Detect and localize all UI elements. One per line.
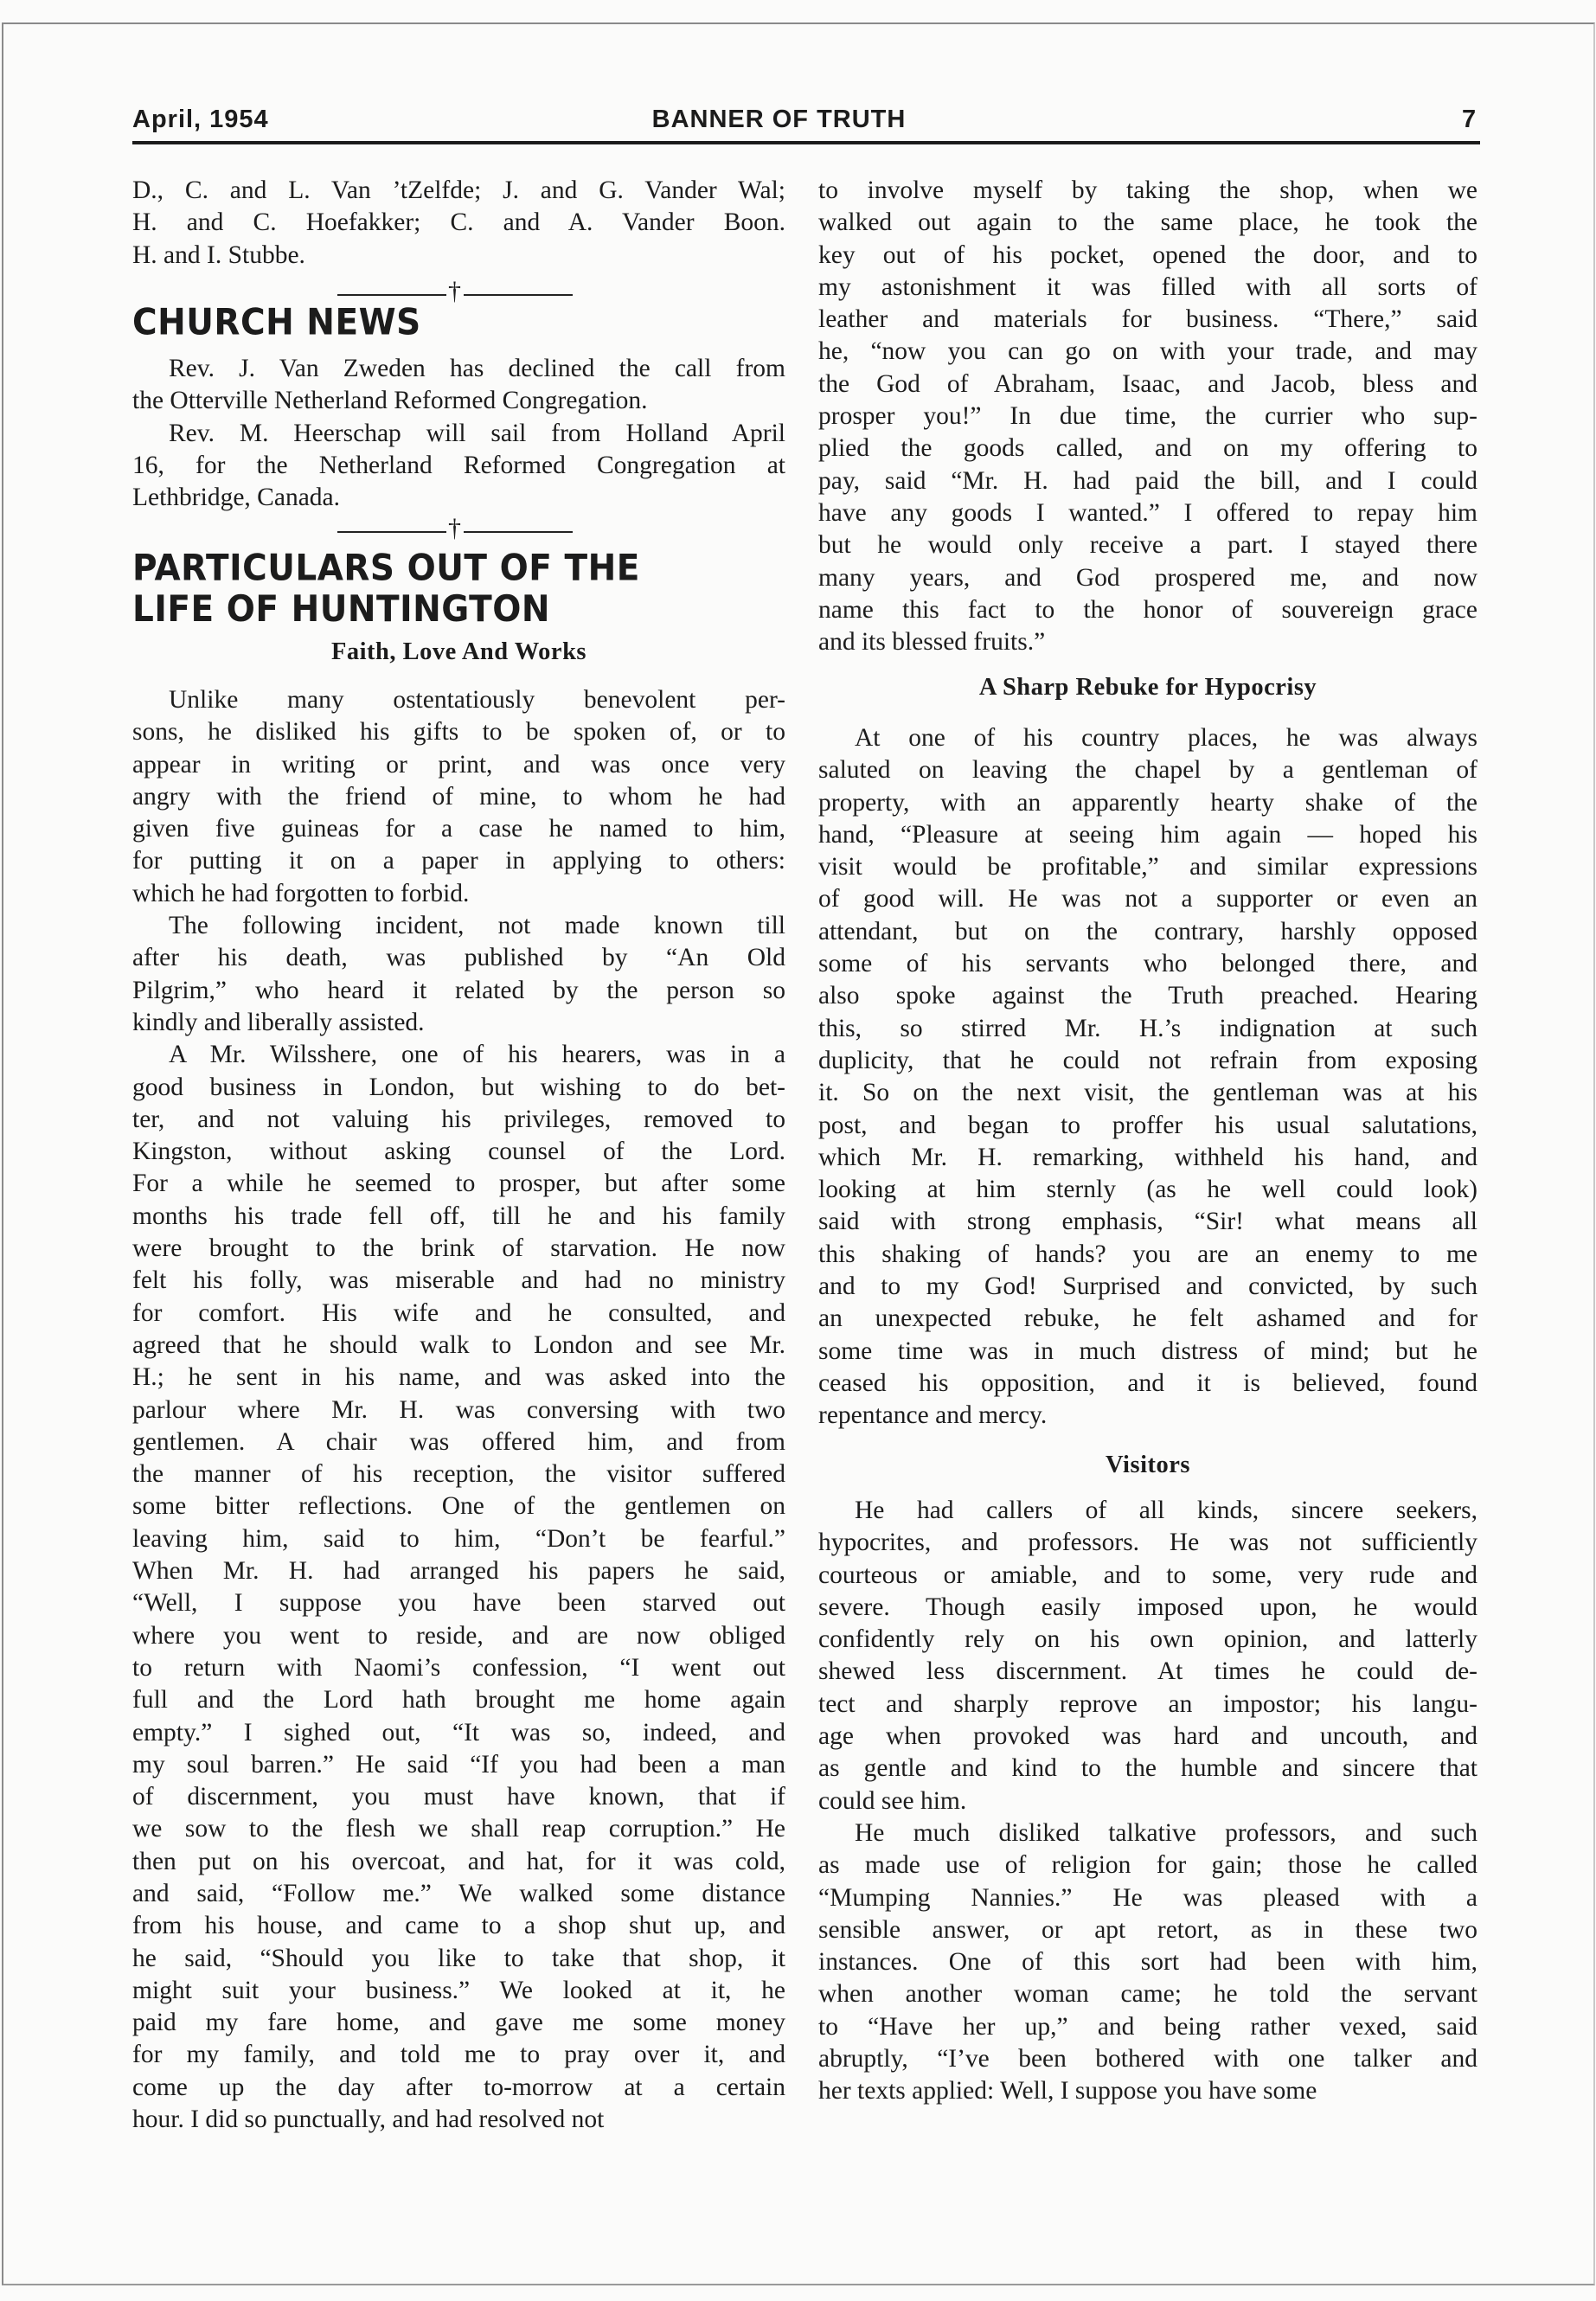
text-line: we sow to the flesh we shall reap corruption.” He xyxy=(132,1815,785,1843)
text-line: The following incident, not made known till xyxy=(169,912,785,940)
text-line: shewed less discernment. At times he could de- xyxy=(818,1657,1477,1686)
text-line: key out of his pocket, opened the door, and to xyxy=(818,240,1477,269)
names-list xyxy=(132,175,785,272)
text-line: ter, and not valuing his privileges, removed to xyxy=(132,1105,785,1133)
text-line: prosper you!” In due time, the currier who sup- xyxy=(818,402,1477,431)
paragraph xyxy=(818,1495,1477,1817)
text-line: come up the day after to-morrow at a certain xyxy=(132,2073,785,2101)
text-line: the Otterville Netherland Reformed Congregation. xyxy=(132,387,648,415)
text-line: felt his folly, was miserable and had no ministry xyxy=(132,1266,785,1295)
text-line: name this fact to the honor of souvereign grace xyxy=(818,595,1477,624)
text-line: Rev. J. Van Zweden has declined the call from xyxy=(169,355,785,382)
text-line: At one of his country places, he was always xyxy=(855,724,1477,752)
text-line: severe. Though easily imposed upon, he would xyxy=(818,1593,1477,1621)
text-line: some time was in much distress of mind; but he xyxy=(818,1336,1477,1365)
text-line: and its blessed fruits.” xyxy=(818,628,1046,657)
text-line: Kingston, without asking counsel of the Lord. xyxy=(132,1138,785,1166)
text-line: this shaking of hands? you are an enemy to me xyxy=(818,1240,1477,1268)
text-line: agreed that he should walk to London and see Mr. xyxy=(132,1330,785,1359)
text-line: attendant, but on the contrary, harshly opposed xyxy=(818,917,1477,945)
text-line: for putting it on a paper in applying to others: xyxy=(132,847,785,875)
text-line: A Mr. Wilsshere, one of his hearers, was in a xyxy=(169,1041,785,1069)
paragraph xyxy=(132,684,785,910)
article-heading-line: PARTICULARS OUT OF THE xyxy=(132,547,640,590)
text-line: For a while he seemed to prosper, but after some xyxy=(132,1170,785,1198)
text-line: and said, “Follow me.” We walked some distance xyxy=(132,1879,785,1907)
page-number: 7 xyxy=(1462,106,1477,133)
visitors-body xyxy=(818,1495,1477,2108)
paragraph xyxy=(818,1817,1477,2108)
text-line: confidently rely on his own opinion, and latterly xyxy=(818,1625,1477,1654)
text-line: plied the goods called, and on my offering to xyxy=(818,434,1477,463)
text-line: leaving him, said to him, “Don’t be fearful.” xyxy=(132,1524,785,1553)
header-rule xyxy=(132,141,1480,144)
text-line: Unlike many ostentatiously benevolent per- xyxy=(169,686,785,714)
text-line: hypocrites, and professors. He was not sufficiently xyxy=(818,1529,1477,1557)
text-line: he said, “Should you like to take that shop, it xyxy=(132,1944,785,1972)
text-line: sons, he disliked his gifts to be spoken of, or to xyxy=(132,718,785,747)
text-line: months his trade fell off, till he and his family xyxy=(132,1202,785,1230)
text-line: some of his servants who belonged there, and xyxy=(818,950,1477,978)
rebuke-subheading: A Sharp Rebuke for Hypocrisy xyxy=(978,674,1317,701)
text-line: also spoke against the Truth preached. Hearing xyxy=(818,982,1477,1010)
text-line: were brought to the brink of starvation. He now xyxy=(132,1234,785,1263)
text-line: saluted on leaving the chapel by a gentleman of xyxy=(818,756,1477,785)
article-heading xyxy=(132,548,785,631)
text-line: when another woman came; he told the servant xyxy=(818,1980,1477,2009)
text-line: age when provoked was hard and uncouth, and xyxy=(818,1722,1477,1751)
text-line: When Mr. H. had arranged his papers he said, xyxy=(132,1557,785,1586)
text-line: “Well, I suppose you have been starved out xyxy=(132,1589,785,1618)
text-line: parlour where Mr. H. was conversing with two xyxy=(132,1395,785,1424)
text-line: of discernment, you must have known, that if xyxy=(132,1783,785,1811)
text-line: as gentle and kind to the humble and sincere that xyxy=(818,1754,1477,1783)
text-line: walked out again to the same place, he took the xyxy=(818,208,1477,237)
issue-date: April, 1954 xyxy=(132,106,269,133)
text-line: the manner of his reception, the visitor suffered xyxy=(132,1460,785,1489)
text-line: for my family, and told me to pray over it, and xyxy=(132,2041,785,2069)
paragraph xyxy=(818,175,1477,658)
text-line: an unexpected rebuke, he felt ashamed and for xyxy=(818,1304,1477,1333)
text-line: instances. One of this sort had been with him, xyxy=(818,1948,1477,1977)
text-line: empty.” I sighed out, “It was so, indeed, and xyxy=(132,1718,785,1747)
text-line: “Mumping Nannies.” He was pleased with a xyxy=(818,1883,1477,1912)
text-line: He had callers of all kinds, sincere seekers, xyxy=(855,1497,1477,1524)
text-line: visit would be profitable,” and similar expressions xyxy=(818,853,1477,881)
paragraph xyxy=(132,175,785,272)
church-news-heading: CHURCH NEWS xyxy=(132,301,421,344)
text-line: to involve myself by taking the shop, when we xyxy=(818,176,1477,204)
text-line: might suit your business.” We looked at it, he xyxy=(132,1976,785,2004)
text-line: to “Have her up,” and being rather vexed, said xyxy=(818,2012,1477,2041)
paragraph xyxy=(132,418,785,515)
publication-title: BANNER OF TRUTH xyxy=(651,106,907,133)
text-line: angry with the friend of mine, to whom he had xyxy=(132,782,785,811)
section-divider xyxy=(337,514,580,545)
text-line: abruptly, “I’ve been bothered with one talker and xyxy=(818,2045,1477,2073)
text-line: gentlemen. A chair was offered him, and from xyxy=(132,1427,785,1456)
text-line: Pilgrim,” who heard it related by the person so xyxy=(132,976,785,1004)
text-line: it. So on the next visit, the gentleman was at his xyxy=(818,1079,1477,1107)
text-line: leather and materials for business. “There,” said xyxy=(818,305,1477,334)
paragraph xyxy=(132,1039,785,2136)
text-line: D., C. and L. Van ’tZelfde; J. and G. Vander Wal; xyxy=(132,176,785,204)
paragraph xyxy=(132,910,785,1039)
text-line: He much disliked talkative professors, and such xyxy=(855,1818,1477,1847)
text-line: but he would only receive a part. I stayed there xyxy=(818,531,1477,560)
text-line: which Mr. H. remarking, withheld his hand, and xyxy=(818,1143,1477,1171)
text-line: Lethbridge, Canada. xyxy=(132,484,341,512)
text-line: kindly and liberally assisted. xyxy=(132,1008,425,1036)
text-line: the God of Abraham, Isaac, and Jacob, bless and xyxy=(818,369,1477,398)
text-line: repentance and mercy. xyxy=(818,1401,1048,1430)
text-line: which he had forgotten to forbid. xyxy=(132,879,470,907)
text-line: courteous or amiable, and to some, very rude and xyxy=(818,1561,1477,1589)
text-line: H. and C. Hoefakker; C. and A. Vander Boon. xyxy=(132,208,785,237)
text-line: where you went to reside, and are now obliged xyxy=(132,1621,785,1650)
visitors-subheading: Visitors xyxy=(1106,1452,1190,1478)
text-line: could see him. xyxy=(818,1786,967,1815)
text-line: hand, “Pleasure at seeing him again — hoped his xyxy=(818,820,1477,849)
text-line: my soul barren.” He said “If you had been a man xyxy=(132,1750,785,1779)
text-line: looking at him sternly (as he well could look) xyxy=(818,1176,1477,1204)
text-line: said with strong emphasis, “Sir! what means all xyxy=(818,1208,1477,1236)
text-line: many years, and God prospered me, and now xyxy=(818,563,1477,592)
text-line: H. and I. Stubbe. xyxy=(132,240,305,269)
paragraph xyxy=(132,353,785,418)
text-line: of good will. He was not a supporter or even an xyxy=(818,885,1477,913)
church-news-body xyxy=(132,353,785,514)
text-line: from his house, and came to a shop shut up, and xyxy=(132,1912,785,1940)
article-continuation xyxy=(818,175,1477,658)
text-line: Rev. M. Heerschap will sail from Holland April xyxy=(169,419,785,447)
text-line: 16, for the Netherland Reformed Congregation at xyxy=(132,451,785,479)
text-line: then put on his overcoat, and hat, for it was cold, xyxy=(132,1847,785,1875)
text-line: paid my fare home, and gave me some money xyxy=(132,2009,785,2037)
text-line: her texts applied: Well, I suppose you have some xyxy=(818,2077,1317,2106)
text-line: appear in writing or print, and was once very xyxy=(132,750,785,779)
text-line: have any goods I wanted.” I offered to repay him xyxy=(818,498,1477,527)
text-line: pay, said “Mr. H. had paid the bill, and I could xyxy=(818,466,1477,495)
text-line: to return with Naomi’s confession, “I went out xyxy=(132,1653,785,1682)
text-line: full and the Lord hath brought me home again xyxy=(132,1686,785,1715)
text-line: good business in London, but wishing to do bet- xyxy=(132,1073,785,1101)
article-subheading: Faith, Love And Works xyxy=(330,638,587,665)
rebuke-body xyxy=(818,722,1477,1433)
text-line: for comfort. His wife and he consulted, and xyxy=(132,1298,785,1327)
dagger-icon: † xyxy=(448,514,461,542)
text-line: H.; he sent in his name, and was asked into the xyxy=(132,1363,785,1392)
text-line: ceased his opposition, and it is believed, found xyxy=(818,1368,1477,1397)
text-line: hour. I did so punctually, and had resolved not xyxy=(132,2106,605,2134)
text-line: post, and began to proffer his usual salutations, xyxy=(818,1111,1477,1139)
text-line: given five guineas for a case he named to him, xyxy=(132,815,785,843)
text-line: after his death, was published by “An Old xyxy=(132,944,785,972)
text-line: he, “now you can go on with your trade, and may xyxy=(818,337,1477,366)
text-line: tect and sharply reprove an impostor; his langu- xyxy=(818,1689,1477,1718)
article-heading-line: LIFE OF HUNTINGTON xyxy=(132,588,551,631)
article-body xyxy=(132,684,785,2136)
text-line: property, with an apparently hearty shake of the xyxy=(818,788,1477,817)
text-line: my astonishment it was filled with all sorts of xyxy=(818,272,1477,301)
text-line: duplicity, that he could not refrain from exposing xyxy=(818,1046,1477,1074)
text-line: as made use of religion for gain; those he called xyxy=(818,1851,1477,1880)
text-line: this, so stirred Mr. H.’s indignation at such xyxy=(818,1014,1477,1042)
dagger-icon: † xyxy=(448,277,461,305)
text-line: sensible answer, or apt retort, as in these two xyxy=(818,1915,1477,1944)
text-line: some bitter reflections. One of the gentlemen on xyxy=(132,1492,785,1521)
text-line: and to my God! Surprised and convicted, by such xyxy=(818,1272,1477,1301)
paragraph xyxy=(818,722,1477,1433)
